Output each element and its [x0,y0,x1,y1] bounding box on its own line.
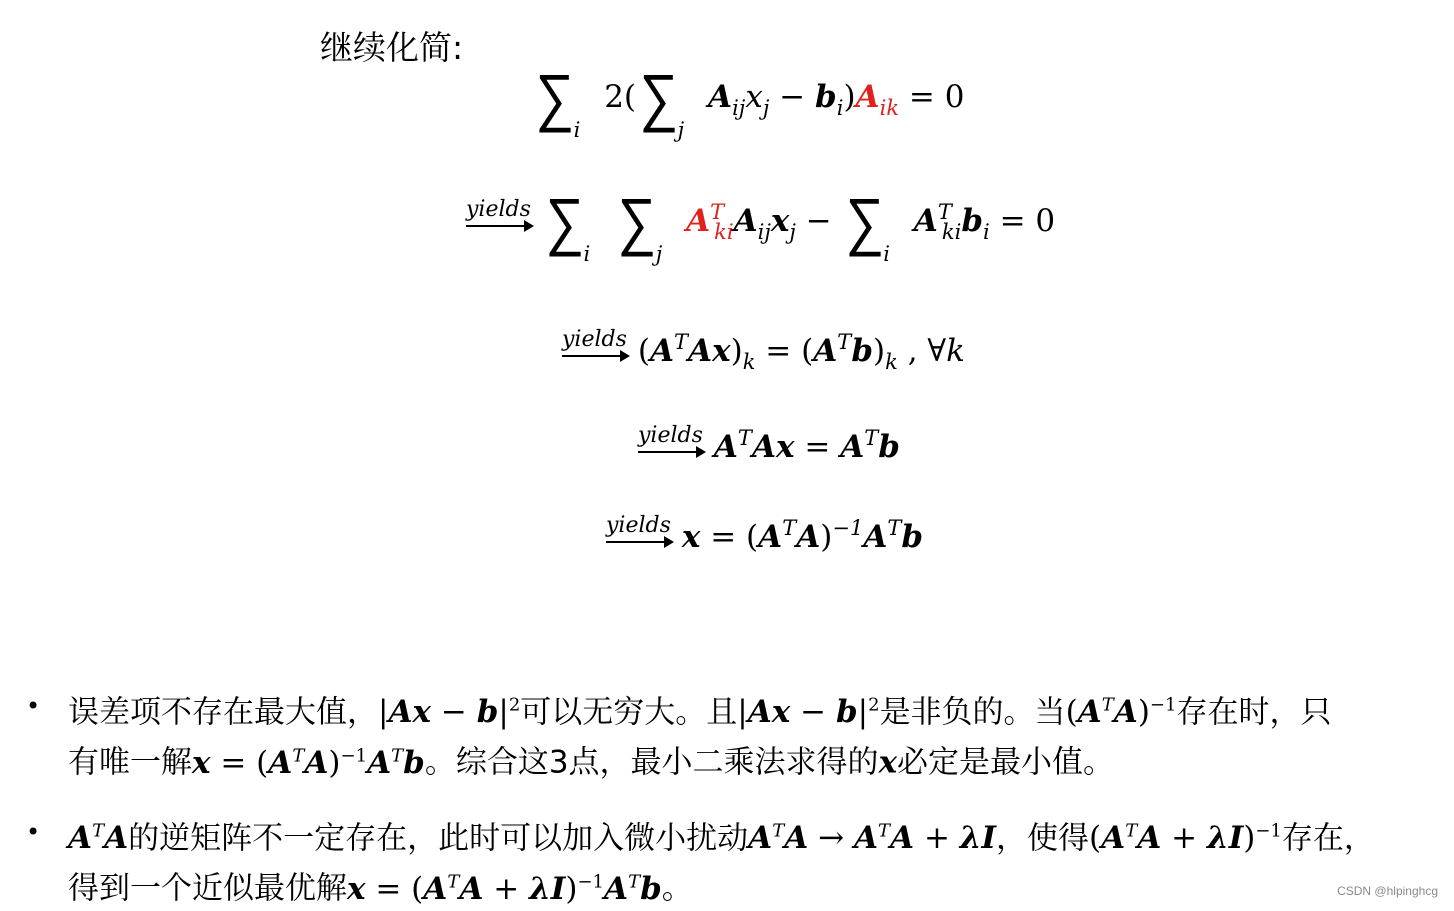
equation-2: yields $\sum_i$ $\sum_j$ $A^T_{ki}A_{ij}x_j - \sum_i$ $A^T_{ki}b_i = 0$ [466,185,1056,266]
text-span: 误差项不存在最大值， [68,694,378,731]
bullet-paragraph-2 [68,810,1448,911]
text-span: 有唯一解 [68,744,192,781]
text-span: 。 [661,870,693,907]
text-span: 存在时，只 [1176,694,1332,731]
heading: 继续化简: [320,28,464,67]
text-span: 的逆矩阵不一定存在，此时可以加入微小扰动 [128,820,749,857]
equation-4: yields $A^TAx = A^Tb$ [638,423,900,465]
text-span: 存在， [1281,820,1375,857]
text-span: 必定是最小值。 [897,744,1115,781]
text-span: 得到一个近似最优解 [68,870,347,907]
text-span: 可以无穷大。且 [520,694,738,731]
equation-5: yields $x = (A^TA)^{-1}A^Tb$ [606,513,924,555]
equation-3: yields $(A^TAx)_k = (A^Tb)_k$ , ∀k [562,327,965,374]
bullet-2-line-1: $A^TA$的逆矩阵不一定存在，此时可以加入微小扰动$A^TA \to A^TA + \lambda I$，使得$(A^TA + \lambda I)^{-1}$存在， [68,820,1375,857]
text-span: ，使得 [996,820,1090,857]
bullet-dot: • [26,818,41,846]
text-span: 是非负的。当 [879,694,1066,731]
bullet-paragraph-1 [68,684,1448,785]
text-span: 。综合这3点，最小二乘法求得的 [424,744,879,781]
bullet-1-line-2: 有唯一解$x = (A^TA)^{-1}A^Tb$。综合这3点，最小二乘法求得的x必定是最小值。 [68,744,1115,781]
equation-1: $\sum_i$ $2(\sum_j$ $A_{ij}x_j - b_i)A_{ik} = 0$ [535,61,965,142]
bullet-dot: • [26,692,41,720]
watermark: CSDN @hlpinghcg [1337,884,1438,898]
bullet-1-line-1: 误差项不存在最大值，$|Ax - b|^2$可以无穷大。且$|Ax - b|^2$是非负的。当$(A^TA)^{-1}$存在时，只 [68,694,1332,731]
bullet-2-line-2: 得到一个近似最优解$x = (A^TA + \lambda I)^{-1}A^Tb$。 [68,870,693,907]
